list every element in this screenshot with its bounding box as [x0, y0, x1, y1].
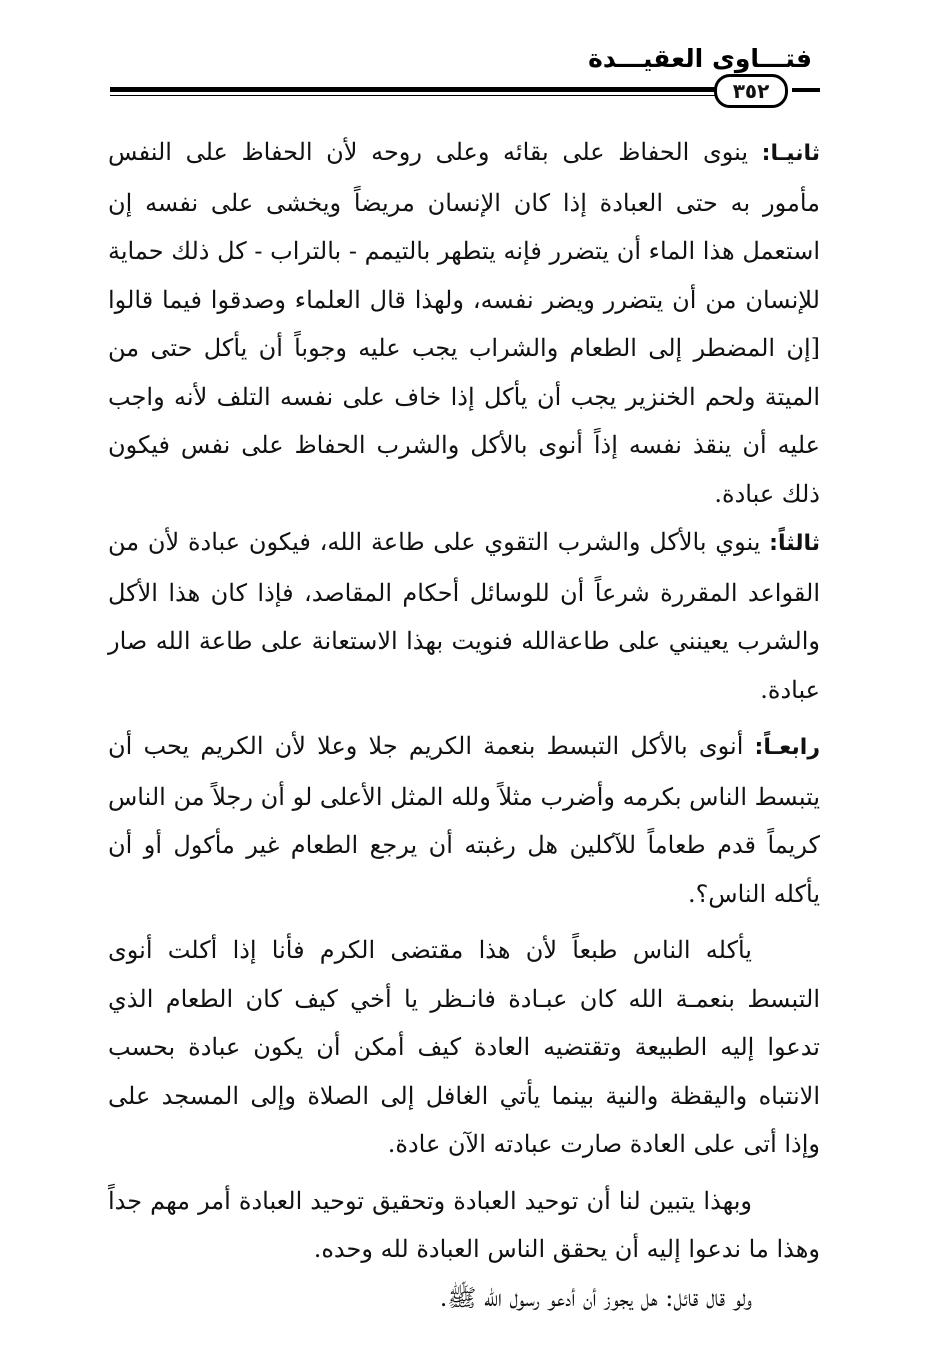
page-header — [110, 38, 820, 108]
paragraph-text: ولو قال قائل: هل يجوز أن أدعو رسول الله ﷺ. — [439, 1283, 752, 1312]
paragraph-lead: ثانيـا: — [761, 141, 820, 166]
book-title: فتـــاوى العقيـــدة — [588, 44, 812, 73]
paragraph-text: ينوى الحفاظ على بقائه وعلى روحه لأن الحفاظ على النفس مأمور به حتى العبادة إذا كان الإنسان مريضاً ويخشى على نفسه إن استعمل هذا الماء أن يتضرر فإنه يتطهر بالتيمم - بالتراب - كل ذلك حماية للإنسان من أن يتضرر ويضر نفسه، ولهذا قال العلماء وصدقوا فيما قالوا [إن المضطر إلى الطعام والشراب يجب عليه وجوباً أن يأكل حتى من الميتة ولحم الخنزير يجب أن يأكل إذا خاف على نفسه التلف لأنه واجب عليه أن ينقذ نفسه إذاً أنوى بالأكل والشرب الحفاظ على نفس فيكون ذلك عبادة. — [108, 138, 821, 508]
paragraph-text: ينوي بالأكل والشرب التقوي على طاعة الله، فيكون عبادة لأن من القواعد المقررة شرعاً أن للوسائل أحكام المقاصد، فإذا كان هذا الأكل والشرب يعينني على طاعةالله فنويت بهذا الاستعانة على طاعة الله صار عبادة. — [108, 528, 820, 704]
header-rule-right — [792, 88, 820, 92]
page-body — [108, 128, 820, 1322]
paragraph-lead: رابعـاً: — [754, 735, 820, 760]
header-rule-thin — [110, 95, 715, 96]
paragraph-tawhid — [108, 1177, 820, 1274]
paragraph-question — [108, 1274, 820, 1323]
paragraph-text: يأكله الناس طبعاً لأن هذا مقتضى الكرم فأنا إذا أكلت أنوى التبسط بنعمـة الله كان عبـادة فانـظر يا أخي كيف كان الطعام الذي تدعوا إليه الطبيعة وتقتضيه العادة كيف أمكن أن يكون عبادة بحسب الانتباه واليقظة والنية بينما يأتي الغافل إلى الصلاة وإلى المسجد على وإذا أتى على العادة صارت عبادته الآن عادة. — [108, 936, 820, 1158]
paragraph-lead: ثالثاً: — [769, 531, 820, 556]
paragraph-text: أنوى بالأكل التبسط بنعمة الكريم جلا وعلا لأن الكريم يحب أن يتبسط الناس بكرمه وأضرب مثلاً ولله المثل الأعلى لو أن رجلاً من الناس كريماً قدم طعاماً للآكلين هل رغبته أن يرجع الطعام غير مأكول أو أن يأكله الناس؟. — [108, 732, 820, 908]
paragraph-secondly — [108, 128, 820, 518]
header-rule — [110, 87, 715, 92]
paragraph-thirdly — [108, 518, 820, 714]
paragraph-eating-nature — [108, 926, 820, 1169]
paragraph-text: وبهذا يتبين لنا أن توحيد العبادة وتحقيق توحيد العبادة أمر مهم جداً وهذا ما ندعوا إليه أن يحقق الناس العبادة لله وحده. — [108, 1186, 820, 1263]
page-number: ٣٥٢ — [714, 74, 788, 108]
paragraph-fourthly — [108, 722, 820, 918]
